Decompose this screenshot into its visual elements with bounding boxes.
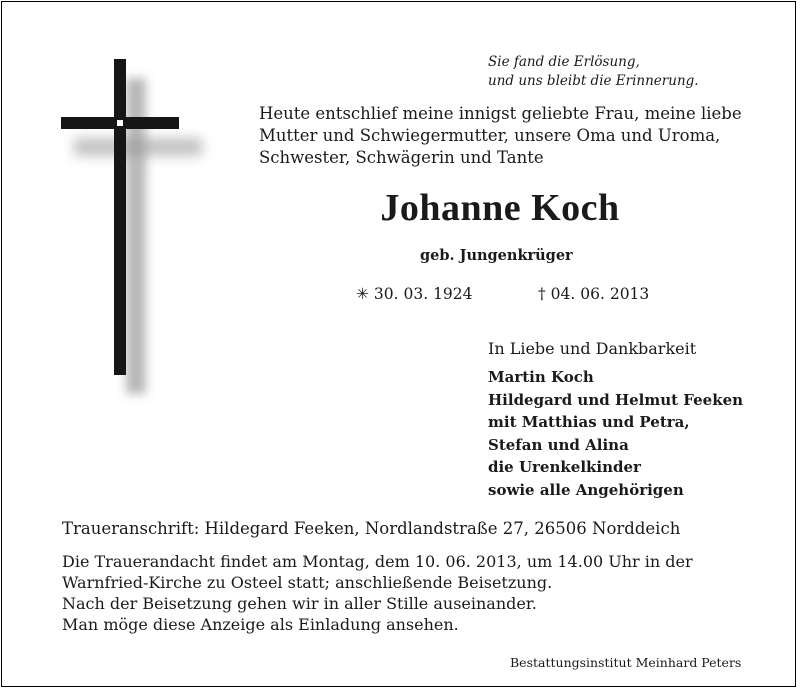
motto-line: Sie fand die Erlösung, [488, 54, 640, 70]
mourners-intro: In Liebe und Dankbarkeit [488, 339, 697, 358]
motto-quote [488, 53, 699, 91]
deceased-name: Johanne Koch [380, 187, 620, 229]
intro-line: Schwester, Schwägerin und Tante [259, 148, 544, 167]
list-item: Hildegard und Helmut Feeken [488, 390, 744, 409]
service-line: Man möge diese Anzeige als Einladung ansehen. [62, 615, 459, 634]
service-info [62, 551, 693, 635]
maiden-name: geb. Jungenkrüger [420, 247, 573, 264]
list-item: die Urenkelkinder [488, 458, 641, 476]
list-item: Martin Koch [488, 368, 594, 386]
birth-date: ✳ 30. 03. 1924 [356, 285, 473, 303]
list-item: Stefan und Alina [488, 435, 629, 454]
list-item: mit Matthias und Petra, [488, 413, 690, 431]
list-item: sowie alle Angehörigen [488, 480, 684, 499]
undertaker-credit: Bestattungsinstitut Meinhard Peters [510, 655, 742, 670]
motto-line: und uns bleibt die Erinnerung. [488, 73, 699, 89]
death-date: † 04. 06. 2013 [538, 285, 650, 303]
mourning-address: Traueranschrift: Hildegard Feeken, Nordlandstraße 27, 26506 Norddeich [62, 519, 681, 538]
intro-line: Heute entschlief meine innigst geliebte Frau, meine liebe [259, 104, 742, 123]
service-line: Die Trauerandacht findet am Montag, dem 10. 06. 2013, um 14.00 Uhr in der [62, 552, 693, 571]
mourners-list [488, 366, 743, 501]
service-line: Nach der Beisetzung gehen wir in aller Stille auseinander. [62, 594, 537, 613]
intro-line: Mutter und Schwiegermutter, unsere Oma und Uroma, [259, 126, 721, 145]
service-line: Warnfried-Kirche zu Osteel statt; anschließende Beisetzung. [62, 573, 553, 592]
intro-text [259, 103, 769, 169]
